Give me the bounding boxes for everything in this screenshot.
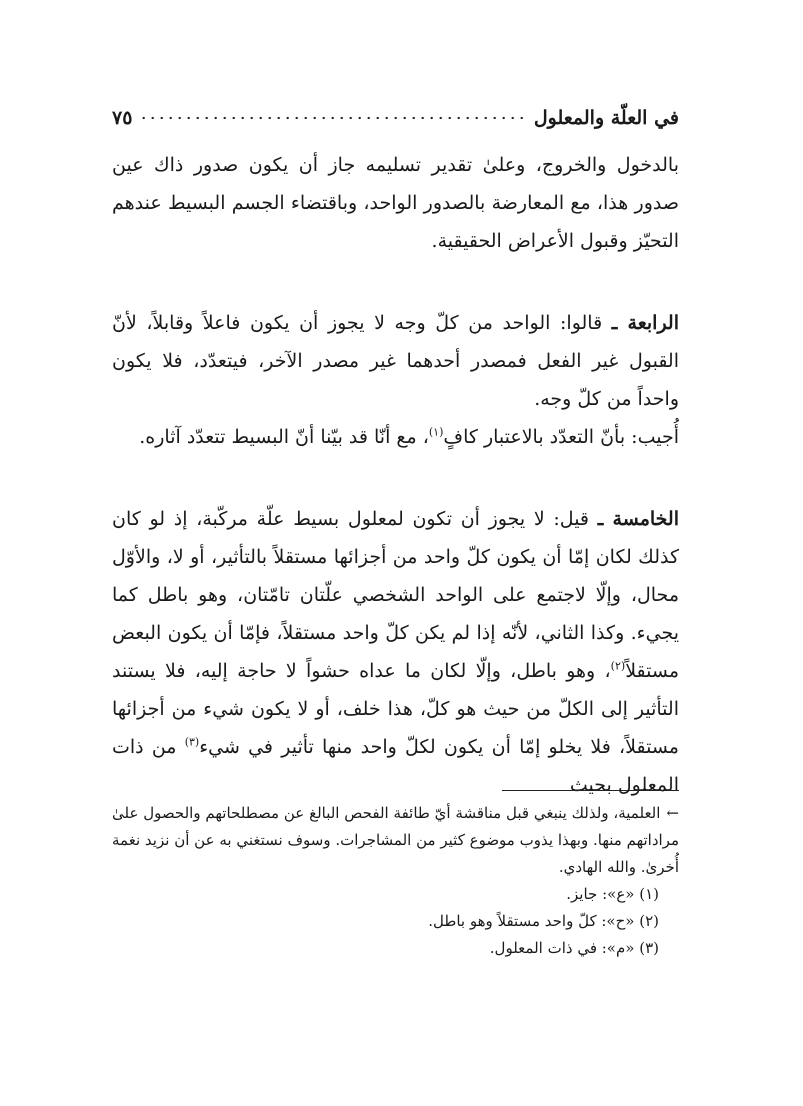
paragraph-3-text-a: أُجيب: بأنّ التعدّد بالاعتبار كافٍ xyxy=(443,426,679,448)
paragraph-2-text: قالوا: الواحد من كلّ وجه لا يجوز أن يكون فاعلاً وقابلاً، لأنّ القبول غير الفعل فمصدر أحدهما غير مصدر الآخر، فيتعدّد، فلا يكون واحداً من كلّ وجه. xyxy=(112,312,679,410)
page-number: ٧٥ xyxy=(112,107,133,129)
paragraph-4-heading: الخامسة ـ xyxy=(597,508,679,530)
footnote-ref-3: (٣) xyxy=(184,735,200,749)
paragraph-2-heading: الرابعة ـ xyxy=(611,312,679,334)
running-header xyxy=(112,104,679,132)
paragraph-4-text-b: ، وهو باطل، وإلّا لكان ما عداه حشواً لا حاجة إليه، فلا يستند التأثير إلى الكلّ من حيث هو كلّ، هذا خلف، أو لا يكون شيء من أجزائها مستقلاً، فلا يخلو إمّا أن يكون لكلّ واحد منها تأثير في شيء xyxy=(112,660,679,758)
paragraph-2 xyxy=(112,304,679,418)
paragraph-3-text-b: ، مع أنّا قد بيّنا أنّ البسيط تتعدّد آثاره. xyxy=(139,426,429,448)
footnote-1: (١) «ع»: جايز. xyxy=(566,885,659,903)
continuation-arrow-icon: ← xyxy=(666,804,679,822)
paragraph-3 xyxy=(112,418,679,456)
dotted-leader xyxy=(140,116,525,120)
paragraph-4 xyxy=(112,500,679,804)
footnote-ref-1: (١) xyxy=(428,425,444,439)
main-text xyxy=(112,146,679,804)
running-title: في العلّة والمعلول xyxy=(533,107,679,129)
footnote-divider xyxy=(502,790,679,791)
footnote-continuation-text: العلمية، ولذلك ينبغي قبل مناقشة أيّ طائفة الفحص البالغ عن مصطلحاتهم والحصول علىٰ مراداتهم منها. وبهذا يذوب موضوع كثير من المشاجرات. وسوف نستغني به عن أن نزيد نغمة أُخرىٰ. والله الهادي. xyxy=(112,804,679,876)
paragraph-1: بالدخول والخروج، وعلىٰ تقدير تسليمه جاز أن يكون صدور ذاك عين صدور هذا، مع المعارضة بالصدور الواحد، وباقتضاء الجسم البسيط عندهم التحيّز وقبول الأعراض الحقيقية. xyxy=(112,154,679,252)
paragraph-4-text-c: من ذات المعلول بحيث xyxy=(112,736,679,796)
footnotes xyxy=(112,800,679,962)
footnote-3: (٣) «م»: في ذات المعلول. xyxy=(489,939,659,957)
paragraph-4-text-a: قيل: لا يجوز أن تكون لمعلول بسيط علّة مركّبة، إذ لو كان كذلك لكان إمّا أن يكون كلّ واحد من أجزائها مستقلاً بالتأثير، أو لا، والأوّل محال، وإلّا لاجتمع على الواحد الشخصي علّتان تامّتان، وهو باطل كما يجيء. وكذا الثاني، لأنّه إذا لم يكن كلّ واحد مستقلاً، فإمّا أن يكون البعض مستقلاً xyxy=(112,508,679,682)
footnote-continuation xyxy=(112,800,679,881)
footnote-2: (٢) «ح»: كلّ واحد مستقلاً وهو باطل. xyxy=(428,912,659,930)
footnote-ref-2: (٢) xyxy=(610,659,626,673)
